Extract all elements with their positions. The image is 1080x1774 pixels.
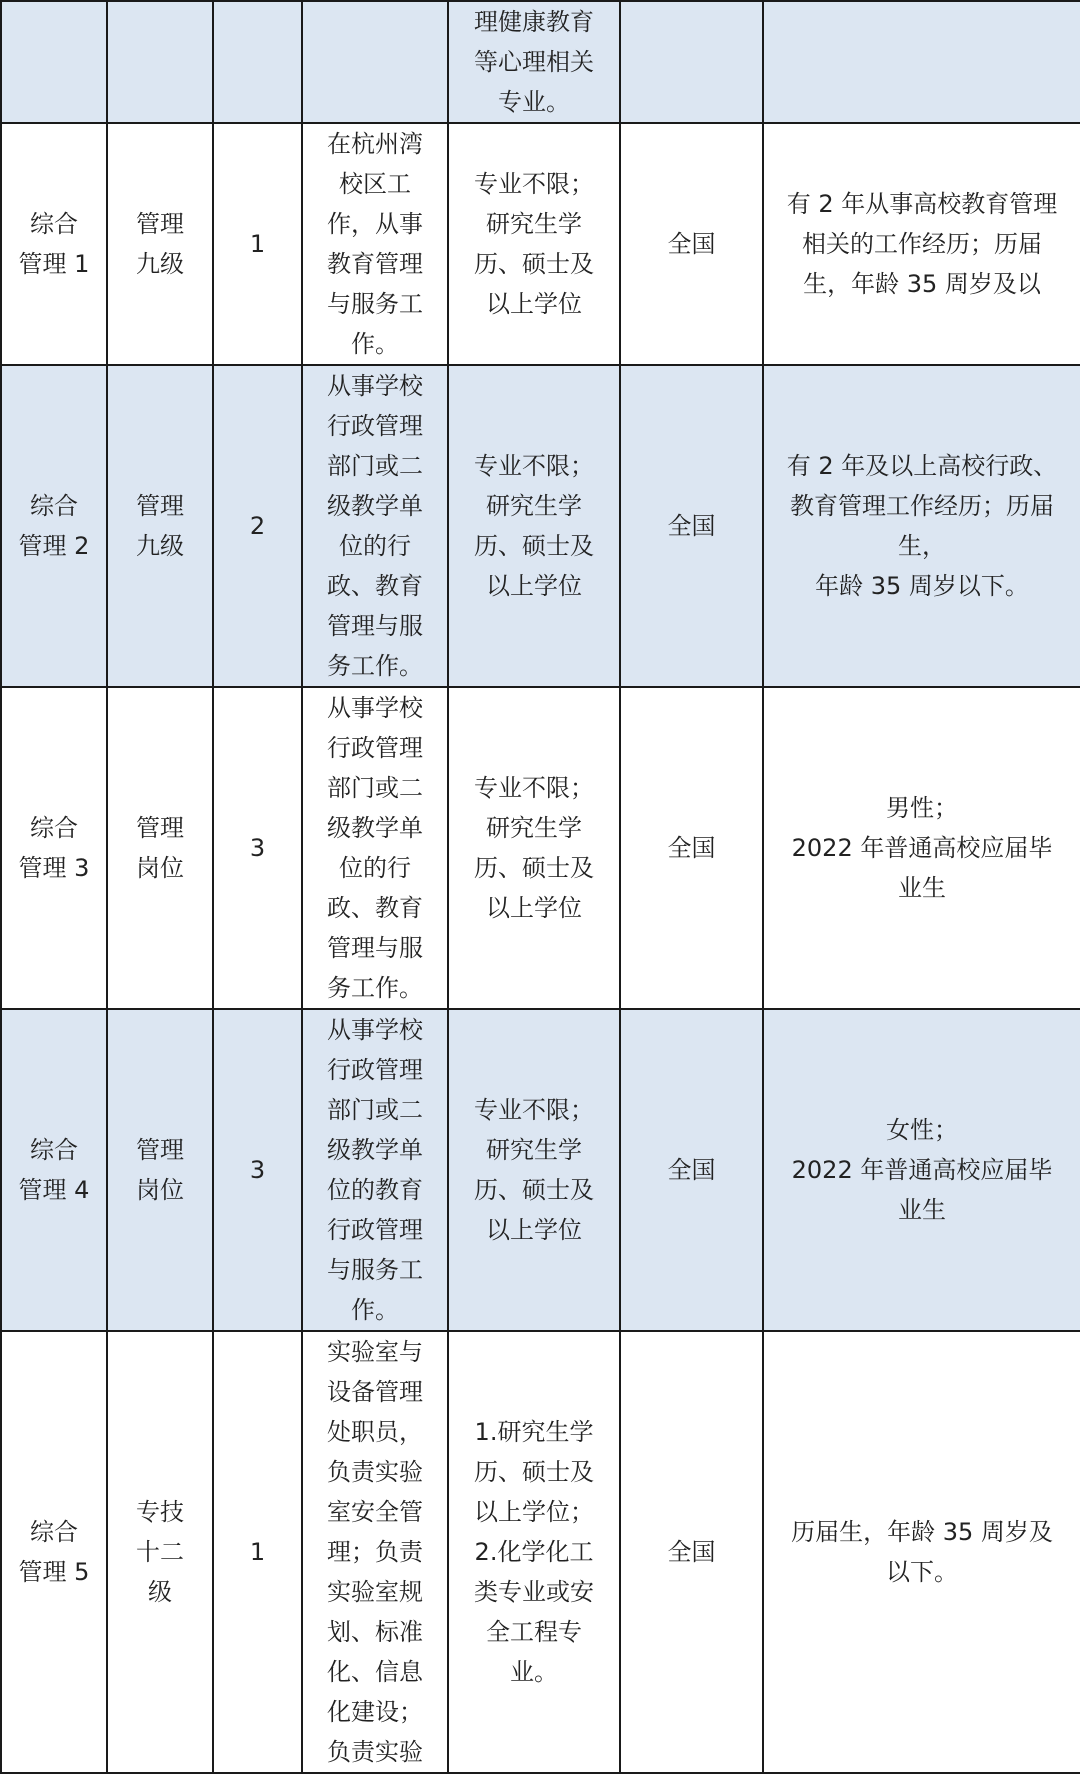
duties-line: 位的教育 (327, 1176, 423, 1204)
post-level-line: 管理 (136, 814, 184, 842)
duties-line: 设备管理 (327, 1378, 423, 1406)
requirements-line: 1.研究生学 (474, 1418, 594, 1446)
post-name-line: 管理 4 (18, 1176, 90, 1204)
table-row (1, 1, 1080, 123)
post-level-cell (107, 365, 213, 687)
headcount-cell: 3 (213, 687, 302, 1009)
requirements-cell (448, 123, 620, 365)
other-conditions-line: 2022 年普通高校应届毕 (791, 1156, 1053, 1184)
post-level-line: 管理 (136, 210, 184, 238)
other-conditions-cell (763, 365, 1080, 687)
other-conditions-line: 相关的工作经历；历届 (802, 230, 1042, 258)
requirements-line: 以上学位 (486, 572, 582, 600)
duties-line: 级教学单 (327, 492, 423, 520)
post-name-line: 综合 (30, 814, 78, 842)
post-level-line: 九级 (136, 250, 184, 278)
requirements-line: 历、硕士及 (474, 532, 594, 560)
duties-line: 行政管理 (327, 1056, 423, 1084)
requirements-line: 专业不限； (474, 452, 594, 480)
headcount-cell: 1 (213, 1331, 302, 1773)
duties-line: 化、信息 (327, 1658, 423, 1686)
requirements-line: 专业不限； (474, 1096, 594, 1124)
duties-cell (302, 1, 448, 123)
duties-line: 行政管理 (327, 1216, 423, 1244)
post-level-line: 专技 (136, 1498, 184, 1526)
table-row (1, 1009, 1080, 1331)
requirements-cell (448, 1009, 620, 1331)
post-level-cell (107, 1331, 213, 1773)
post-level-cell (107, 123, 213, 365)
region-cell: 全国 (620, 1331, 763, 1773)
post-name-line: 管理 2 (18, 532, 90, 560)
duties-line: 部门或二 (327, 452, 423, 480)
other-conditions-line: 生，年龄 35 周岁及以 (803, 270, 1041, 298)
post-name-cell (1, 687, 107, 1009)
post-level-cell (107, 687, 213, 1009)
other-conditions-line: 教育管理工作经历；历届 (790, 492, 1054, 520)
post-name-line: 综合 (30, 1518, 78, 1546)
requirements-line: 全工程专 (486, 1618, 582, 1646)
other-conditions-line: 有 2 年及以上高校行政、 (786, 452, 1058, 480)
other-conditions-line: 以下。 (886, 1558, 958, 1586)
other-conditions-cell (763, 1009, 1080, 1331)
duties-line: 部门或二 (327, 774, 423, 802)
requirements-line: 历、硕士及 (474, 1176, 594, 1204)
duties-line: 处职员， (327, 1418, 423, 1446)
region-cell: 全国 (620, 687, 763, 1009)
headcount-cell: 3 (213, 1009, 302, 1331)
post-name-line: 综合 (30, 1136, 78, 1164)
other-conditions-cell (763, 123, 1080, 365)
duties-line: 从事学校 (327, 1016, 423, 1044)
duties-line: 级教学单 (327, 814, 423, 842)
other-conditions-line: 年龄 35 周岁以下。 (815, 572, 1029, 600)
post-name-cell (1, 1, 107, 123)
post-level-line: 九级 (136, 532, 184, 560)
table-row (1, 1331, 1080, 1773)
other-conditions-line: 历届生，年龄 35 周岁及 (791, 1518, 1053, 1546)
table-row (1, 365, 1080, 687)
duties-line: 与服务工 (327, 1256, 423, 1284)
duties-cell (302, 365, 448, 687)
requirements-line: 专业。 (498, 88, 570, 116)
requirements-line: 专业不限； (474, 170, 594, 198)
requirements-line: 历、硕士及 (474, 250, 594, 278)
post-name-cell (1, 365, 107, 687)
other-conditions-line: 有 2 年从事高校教育管理 (786, 190, 1058, 218)
requirements-line: 历、硕士及 (474, 1458, 594, 1486)
requirements-line: 业。 (510, 1658, 558, 1686)
duties-line: 校区工 (339, 170, 411, 198)
duties-line: 作，从事 (327, 210, 423, 238)
post-level-line: 管理 (136, 492, 184, 520)
duties-line: 从事学校 (327, 372, 423, 400)
requirements-line: 类专业或安 (474, 1578, 594, 1606)
post-name-line: 管理 3 (18, 854, 90, 882)
requirements-cell (448, 1, 620, 123)
duties-line: 与服务工 (327, 290, 423, 318)
duties-line: 行政管理 (327, 412, 423, 440)
duties-line: 室安全管 (327, 1498, 423, 1526)
table-row (1, 687, 1080, 1009)
post-level-line: 岗位 (136, 854, 184, 882)
other-conditions-cell (763, 1331, 1080, 1773)
other-conditions-cell (763, 687, 1080, 1009)
requirements-line: 以上学位 (486, 290, 582, 318)
duties-line: 政、教育 (327, 894, 423, 922)
duties-line: 负责实验 (327, 1738, 423, 1766)
requirements-line: 专业不限； (474, 774, 594, 802)
duties-line: 行政管理 (327, 734, 423, 762)
other-conditions-cell (763, 1, 1080, 123)
post-name-cell (1, 1009, 107, 1331)
requirements-line: 以上学位 (486, 1216, 582, 1244)
duties-line: 教育管理 (327, 250, 423, 278)
other-conditions-line: 男性； (886, 794, 958, 822)
other-conditions-line: 女性； (886, 1116, 958, 1144)
duties-line: 务工作。 (327, 652, 423, 680)
region-cell: 全国 (620, 123, 763, 365)
other-conditions-line: 业生 (898, 874, 946, 902)
headcount-cell: 1 (213, 123, 302, 365)
headcount-cell: 2 (213, 365, 302, 687)
post-level-cell (107, 1, 213, 123)
requirements-line: 等心理相关 (474, 48, 594, 76)
region-cell (620, 1, 763, 123)
duties-line: 划、标准 (327, 1618, 423, 1646)
post-name-line: 综合 (30, 492, 78, 520)
post-name-cell (1, 123, 107, 365)
table-body (1, 1, 1080, 1773)
requirements-line: 理健康教育 (474, 8, 594, 36)
requirements-cell (448, 1331, 620, 1773)
requirements-line: 研究生学 (486, 1136, 582, 1164)
duties-line: 管理与服 (327, 612, 423, 640)
duties-line: 负责实验 (327, 1458, 423, 1486)
duties-line: 作。 (351, 1296, 399, 1324)
post-name-line: 管理 1 (18, 250, 90, 278)
requirements-line: 历、硕士及 (474, 854, 594, 882)
duties-cell (302, 123, 448, 365)
post-name-line: 管理 5 (18, 1558, 90, 1586)
other-conditions-line: 生， (898, 532, 946, 560)
duties-line: 作。 (351, 330, 399, 358)
post-level-line: 岗位 (136, 1176, 184, 1204)
duties-line: 务工作。 (327, 974, 423, 1002)
duties-line: 实验室与 (327, 1338, 423, 1366)
requirements-cell (448, 687, 620, 1009)
post-name-line: 综合 (30, 210, 78, 238)
region-cell: 全国 (620, 365, 763, 687)
duties-line: 位的行 (339, 532, 411, 560)
requirements-line: 以上学位 (486, 894, 582, 922)
requirements-line: 以上学位； (474, 1498, 594, 1526)
duties-line: 在杭州湾 (327, 130, 423, 158)
duties-cell (302, 1331, 448, 1773)
duties-line: 实验室规 (327, 1578, 423, 1606)
duties-line: 政、教育 (327, 572, 423, 600)
duties-line: 级教学单 (327, 1136, 423, 1164)
duties-line: 理；负责 (327, 1538, 423, 1566)
duties-line: 管理与服 (327, 934, 423, 962)
duties-cell (302, 1009, 448, 1331)
duties-cell (302, 687, 448, 1009)
duties-line: 化建设； (327, 1698, 423, 1726)
duties-line: 从事学校 (327, 694, 423, 722)
other-conditions-line: 业生 (898, 1196, 946, 1224)
requirements-cell (448, 365, 620, 687)
requirements-line: 研究生学 (486, 492, 582, 520)
requirements-line: 研究生学 (486, 814, 582, 842)
post-name-cell (1, 1331, 107, 1773)
region-cell: 全国 (620, 1009, 763, 1331)
table-row (1, 123, 1080, 365)
post-level-line: 管理 (136, 1136, 184, 1164)
headcount-cell (213, 1, 302, 123)
post-level-line: 级 (148, 1578, 172, 1606)
other-conditions-line: 2022 年普通高校应届毕 (791, 834, 1053, 862)
post-level-cell (107, 1009, 213, 1331)
requirements-line: 2.化学化工 (474, 1538, 594, 1566)
duties-line: 位的行 (339, 854, 411, 882)
post-level-line: 十二 (136, 1538, 184, 1566)
requirements-line: 研究生学 (486, 210, 582, 238)
duties-line: 部门或二 (327, 1096, 423, 1124)
